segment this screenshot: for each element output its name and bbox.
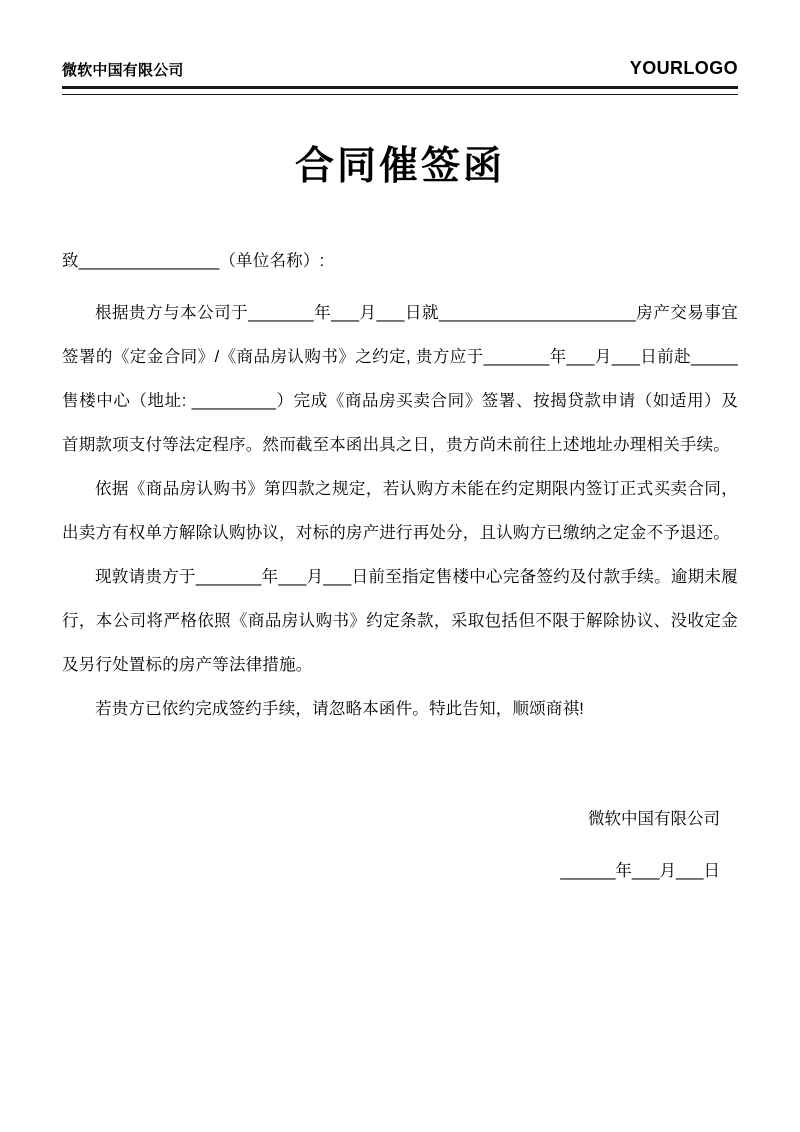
signature-block	[62, 793, 738, 897]
salutation-line: 致_______________（单位名称）:	[62, 252, 325, 271]
letter-body	[62, 239, 738, 731]
body-paragraph-3: 现敦请贵方于_______年___月___日前至指定售楼中心完备签约及付款手续。逾期未履行，本公司将严格依照《商品房认购书》约定条款，采取包括但不限于解除协议、没收定金及另行处置标的房产等法律措施。	[62, 568, 738, 675]
letterhead-logo: YOURLOGO	[629, 58, 738, 78]
body-paragraph-1: 根据贵方与本公司于_______年___月___日就_____________________房产交易事宜签署的《定金合同》/《商品房认购书》之约定, 贵方应于_______年___月___日前赴_____售楼中心（地址: _________）完成《商品房买卖合同》签署、按揭贷款申请（如适用）及首期款项支付等法定程序。然而截至本函出具之日，贵方尚未前往上述地址办理相关手续。	[62, 304, 738, 455]
letterhead-company-name: 微软中国有限公司	[62, 61, 184, 79]
letterhead	[62, 0, 738, 86]
signature-date-line: ______年___月___日	[560, 862, 720, 881]
page-title: 合同催签函	[294, 144, 505, 188]
signature-company-name: 微软中国有限公司	[588, 810, 720, 829]
header-divider-rule	[62, 86, 738, 95]
body-paragraph-2: 依据《商品房认购书》第四款之规定，若认购方未能在约定期限内签订正式买卖合同，出卖方有权单方解除认购协议，对标的房产进行再处分，且认购方已缴纳之定金不予退还。	[62, 480, 738, 543]
body-paragraph-4: 若贵方已依约完成签约手续，请忽略本函件。特此告知，顺颂商祺!	[95, 700, 585, 719]
